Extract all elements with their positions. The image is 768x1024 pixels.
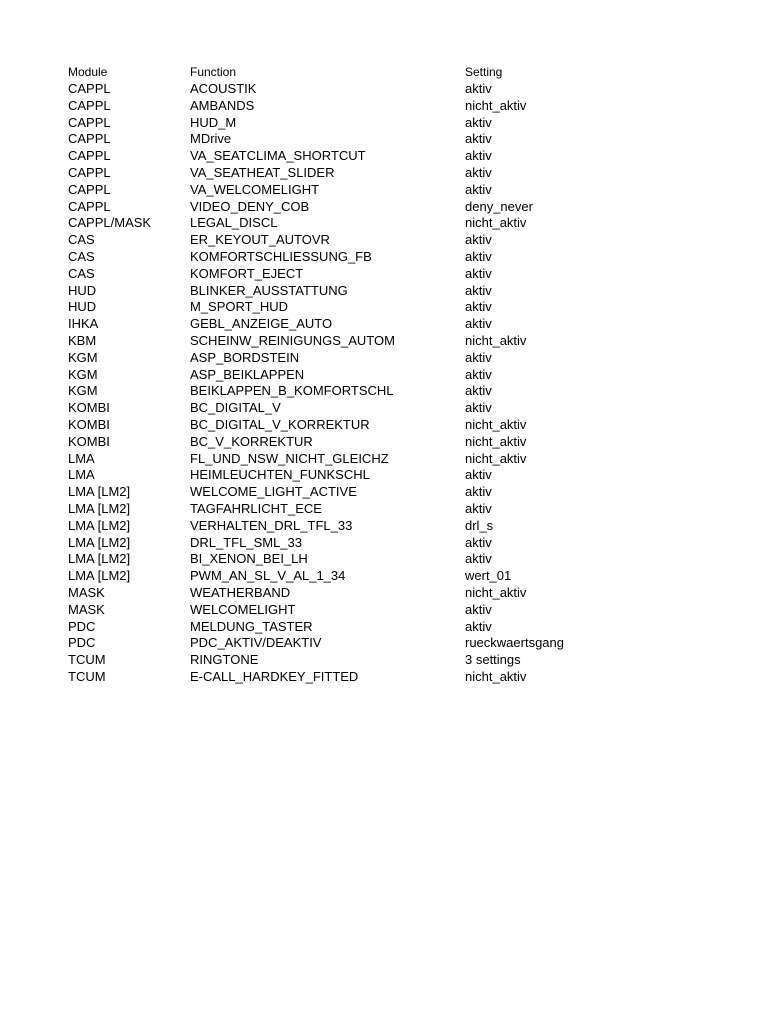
cell-setting: aktiv xyxy=(465,299,492,315)
cell-module: CAPPL xyxy=(68,131,111,147)
cell-module: LMA [LM2] xyxy=(68,517,131,533)
table-row xyxy=(66,333,603,350)
cell-module: CAPPL/MASK xyxy=(68,215,152,231)
cell-function: WEATHERBAND xyxy=(190,584,291,600)
cell-setting: aktiv xyxy=(465,400,492,416)
cell-setting: aktiv xyxy=(465,383,492,399)
cell-setting: aktiv xyxy=(465,131,492,147)
cell-module: CAS xyxy=(68,248,95,264)
cell-setting: aktiv xyxy=(465,248,492,264)
cell-function: VERHALTEN_DRL_TFL_33 xyxy=(190,517,353,533)
table-row xyxy=(66,551,603,568)
cell-setting: aktiv xyxy=(465,282,492,298)
cell-module: MASK xyxy=(68,601,105,617)
cell-setting: nicht_aktiv xyxy=(465,668,527,684)
cell-module: KGM xyxy=(68,366,98,382)
table-row xyxy=(66,81,603,98)
cell-module: CAPPL xyxy=(68,198,111,214)
cell-function: TAGFAHRLICHT_ECE xyxy=(190,500,322,516)
cell-module: LMA xyxy=(68,467,95,483)
cell-setting: nicht_aktiv xyxy=(465,215,527,231)
cell-function: ASP_BORDSTEIN xyxy=(190,349,300,365)
cell-setting: aktiv xyxy=(465,232,492,248)
cell-function: KOMFORT_EJECT xyxy=(190,265,304,281)
cell-module: IHKA xyxy=(68,316,99,332)
cell-module: MASK xyxy=(68,584,105,600)
cell-module: KOMBI xyxy=(68,416,110,432)
cell-function: ACOUSTIK xyxy=(190,81,257,96)
cell-function: MELDUNG_TASTER xyxy=(190,618,313,634)
cell-function: BC_DIGITAL_V_KORREKTUR xyxy=(190,416,370,432)
cell-function: PWM_AN_SL_V_AL_1_34 xyxy=(190,568,346,584)
cell-module: CAPPL xyxy=(68,81,111,96)
cell-function: SCHEINW_REINIGUNGS_AUTOM xyxy=(190,332,395,348)
table-row xyxy=(66,199,603,216)
cell-function: RINGTONE xyxy=(190,652,259,668)
cell-function: WELCOME_LIGHT_ACTIVE xyxy=(190,484,357,500)
cell-function: VIDEO_DENY_COB xyxy=(190,198,310,214)
cell-function: E-CALL_HARDKEY_FITTED xyxy=(190,668,359,684)
cell-setting: aktiv xyxy=(465,349,492,365)
cell-setting: drl_s xyxy=(465,517,494,533)
cell-function: BI_XENON_BEI_LH xyxy=(190,551,308,567)
cell-module: TCUM xyxy=(68,668,106,684)
cell-module: LMA xyxy=(68,450,95,466)
cell-setting: aktiv xyxy=(465,316,492,332)
cell-module: CAS xyxy=(68,232,95,248)
cell-module: LMA [LM2] xyxy=(68,568,131,584)
cell-setting: aktiv xyxy=(465,81,492,96)
cell-setting: aktiv xyxy=(465,534,492,550)
cell-function: VA_WELCOMELIGHT xyxy=(190,181,320,197)
cell-function: VA_SEATCLIMA_SHORTCUT xyxy=(190,148,366,164)
table-row xyxy=(66,115,603,132)
table-row xyxy=(66,518,603,535)
cell-function: AMBANDS xyxy=(190,97,255,113)
table-row xyxy=(66,635,603,652)
cell-function: HEIMLEUCHTEN_FUNKSCHL xyxy=(190,467,370,483)
table-row xyxy=(66,652,603,669)
cell-function: MDrive xyxy=(190,131,232,147)
table-row xyxy=(66,350,603,367)
header-module: Module xyxy=(68,65,108,79)
cell-function: BLINKER_AUSSTATTUNG xyxy=(190,282,348,298)
table-row xyxy=(66,484,603,501)
cell-module: CAPPL xyxy=(68,181,111,197)
table-row xyxy=(66,148,603,165)
table-row xyxy=(66,619,603,636)
table-row xyxy=(66,283,603,300)
table-row xyxy=(66,165,603,182)
cell-function: VA_SEATHEAT_SLIDER xyxy=(190,164,335,180)
cell-module: KGM xyxy=(68,383,98,399)
cell-setting: aktiv xyxy=(465,601,492,617)
cell-function: KOMFORTSCHLIESSUNG_FB xyxy=(190,248,372,264)
cell-module: LMA [LM2] xyxy=(68,500,131,516)
cell-setting: aktiv xyxy=(465,551,492,567)
cell-setting: aktiv xyxy=(465,114,492,130)
cell-setting: aktiv xyxy=(465,366,492,382)
cell-module: CAPPL xyxy=(68,97,111,113)
table-row xyxy=(66,232,603,249)
table-row xyxy=(66,585,603,602)
cell-module: CAS xyxy=(68,265,95,281)
cell-function: BC_DIGITAL_V xyxy=(190,400,281,416)
cell-function: LEGAL_DISCL xyxy=(190,215,278,231)
header-function: Function xyxy=(190,65,237,79)
cell-setting: aktiv xyxy=(465,164,492,180)
cell-setting: deny_never xyxy=(465,198,533,214)
table-row xyxy=(66,434,603,451)
cell-setting: nicht_aktiv xyxy=(465,584,527,600)
cell-setting: aktiv xyxy=(465,181,492,197)
cell-module: PDC xyxy=(68,618,96,634)
cell-function: ASP_BEIKLAPPEN xyxy=(190,366,305,382)
coding-table xyxy=(66,63,603,686)
cell-setting: aktiv xyxy=(465,618,492,634)
cell-function: M_SPORT_HUD xyxy=(190,299,289,315)
cell-function: HUD_M xyxy=(190,114,237,130)
cell-module: LMA [LM2] xyxy=(68,534,131,550)
table-row xyxy=(66,417,603,434)
cell-function: BEIKLAPPEN_B_KOMFORTSCHL xyxy=(190,383,394,399)
table-row xyxy=(66,400,603,417)
table-row xyxy=(66,98,603,115)
cell-setting: nicht_aktiv xyxy=(465,416,527,432)
table-row xyxy=(66,535,603,552)
cell-function: GEBL_ANZEIGE_AUTO xyxy=(190,316,333,332)
cell-module: HUD xyxy=(68,282,97,298)
table-row xyxy=(66,316,603,333)
table-row xyxy=(66,249,603,266)
cell-module: CAPPL xyxy=(68,164,111,180)
table-row xyxy=(66,131,603,148)
cell-setting: nicht_aktiv xyxy=(465,332,527,348)
cell-function: FL_UND_NSW_NICHT_GLEICHZ xyxy=(190,450,389,466)
cell-module: KBM xyxy=(68,332,97,348)
cell-function: DRL_TFL_SML_33 xyxy=(190,534,302,550)
header-setting: Setting xyxy=(465,65,503,79)
cell-setting: aktiv xyxy=(465,484,492,500)
table-row xyxy=(66,182,603,199)
cell-module: KOMBI xyxy=(68,433,110,449)
cell-setting: aktiv xyxy=(465,148,492,164)
cell-setting: aktiv xyxy=(465,265,492,281)
table-row xyxy=(66,568,603,585)
cell-module: TCUM xyxy=(68,652,106,668)
table-row xyxy=(66,266,603,283)
table-row xyxy=(66,299,603,316)
cell-module: LMA [LM2] xyxy=(68,484,131,500)
table-row xyxy=(66,602,603,619)
cell-setting: wert_01 xyxy=(465,568,512,584)
table-row xyxy=(66,215,603,232)
cell-setting: 3 settings xyxy=(465,652,521,668)
table-row xyxy=(66,501,603,518)
cell-setting: rueckwaertsgang xyxy=(465,635,564,651)
cell-setting: nicht_aktiv xyxy=(465,450,527,466)
cell-setting: nicht_aktiv xyxy=(465,433,527,449)
table-row xyxy=(66,383,603,400)
cell-function: PDC_AKTIV/DEAKTIV xyxy=(190,635,322,651)
cell-module: PDC xyxy=(68,635,96,651)
cell-function: ER_KEYOUT_AUTOVR xyxy=(190,232,330,248)
table-row xyxy=(66,669,603,686)
cell-module: KGM xyxy=(68,349,98,365)
table-header-row xyxy=(66,63,603,81)
table-row xyxy=(66,467,603,484)
cell-setting: aktiv xyxy=(465,467,492,483)
table-row xyxy=(66,451,603,468)
cell-module: HUD xyxy=(68,299,97,315)
cell-setting: aktiv xyxy=(465,500,492,516)
cell-module: KOMBI xyxy=(68,400,110,416)
cell-function: WELCOMELIGHT xyxy=(190,601,296,617)
cell-function: BC_V_KORREKTUR xyxy=(190,433,313,449)
cell-module: LMA [LM2] xyxy=(68,551,131,567)
table-body xyxy=(66,81,603,686)
cell-setting: nicht_aktiv xyxy=(465,97,527,113)
cell-module: CAPPL xyxy=(68,114,111,130)
table-row xyxy=(66,367,603,384)
cell-module: CAPPL xyxy=(68,148,111,164)
